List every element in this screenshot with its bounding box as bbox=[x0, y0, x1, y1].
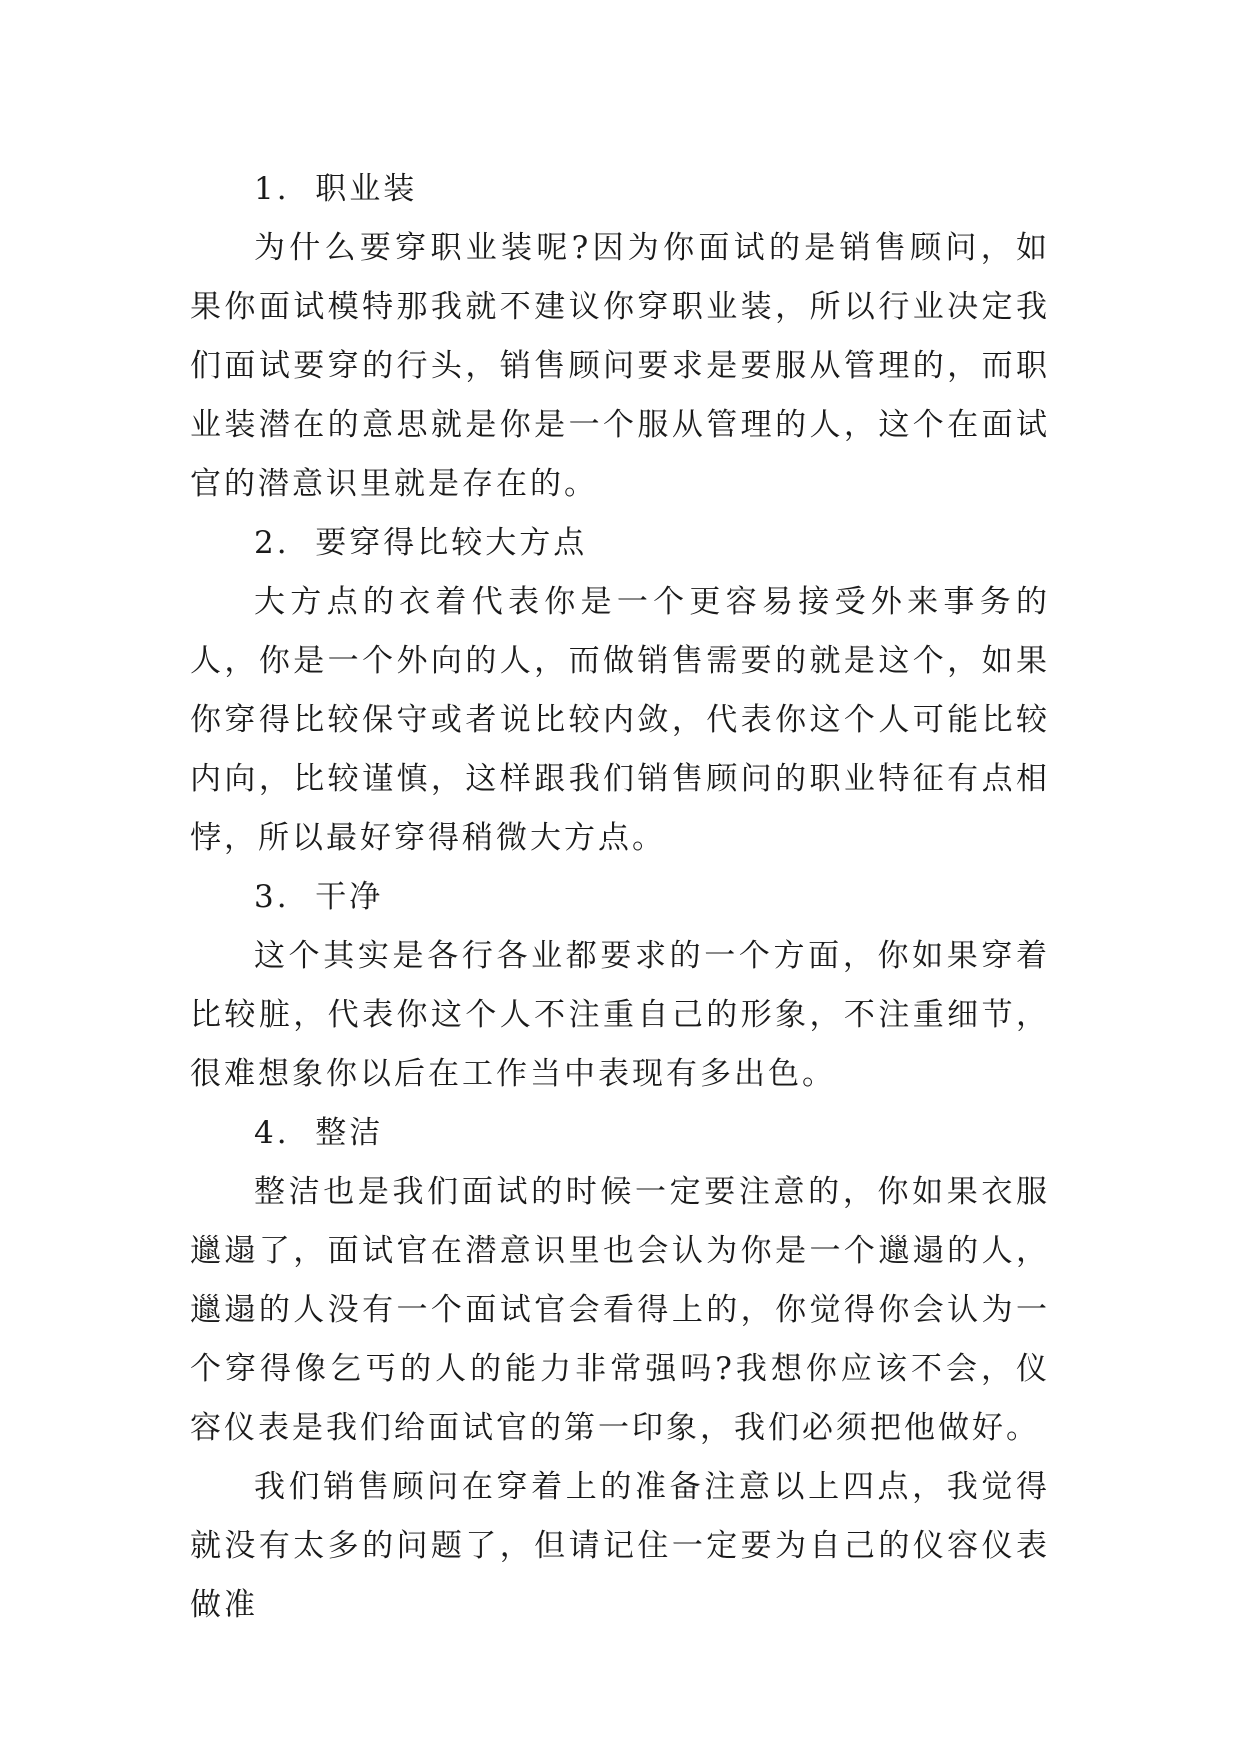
section-paragraph-dress-generously: 大方点的衣着代表你是一个更容易接受外来事务的人，你是一个外向的人，而做销售需要的就是这个，如果你穿得比较保守或者说比较内敛，代表你这个人可能比较内向，比较谨慎，这样跟我们销售顾问的职业特征有点相悖，所以最好穿得稍微大方点。 bbox=[190, 584, 1050, 856]
section-heading-dress-generously: 2. 要穿得比较大方点 bbox=[254, 525, 588, 561]
closing-paragraph: 我们销售顾问在穿着上的准备注意以上四点，我觉得就没有太多的问题了，但请记住一定要为自己的仪容仪表做准 bbox=[190, 1469, 1050, 1623]
section-heading-clean: 3. 干净 bbox=[254, 879, 384, 915]
section-heading-professional-attire: 1. 职业装 bbox=[254, 171, 418, 207]
document-body bbox=[190, 160, 1050, 1635]
section-paragraph-professional-attire: 为什么要穿职业装呢?因为你面试的是销售顾问，如果你面试模特那我就不建议你穿职业装，所以行业决定我们面试要穿的行头，销售顾问要求是要服从管理的，而职业装潜在的意思就是你是一个服从管理的人，这个在面试官的潜意识里就是存在的。 bbox=[190, 230, 1050, 502]
section-paragraph-tidy: 整洁也是我们面试的时候一定要注意的，你如果衣服邋遢了，面试官在潜意识里也会认为你是一个邋遢的人，邋遢的人没有一个面试官会看得上的，你觉得你会认为一个穿得像乞丐的人的能力非常强吗?我想你应该不会，仪容仪表是我们给面试官的第一印象，我们必须把他做好。 bbox=[190, 1174, 1050, 1446]
section-heading-tidy: 4. 整洁 bbox=[254, 1115, 384, 1151]
section-paragraph-clean: 这个其实是各行各业都要求的一个方面，你如果穿着比较脏，代表你这个人不注重自己的形象，不注重细节，很难想象你以后在工作当中表现有多出色。 bbox=[190, 938, 1050, 1092]
